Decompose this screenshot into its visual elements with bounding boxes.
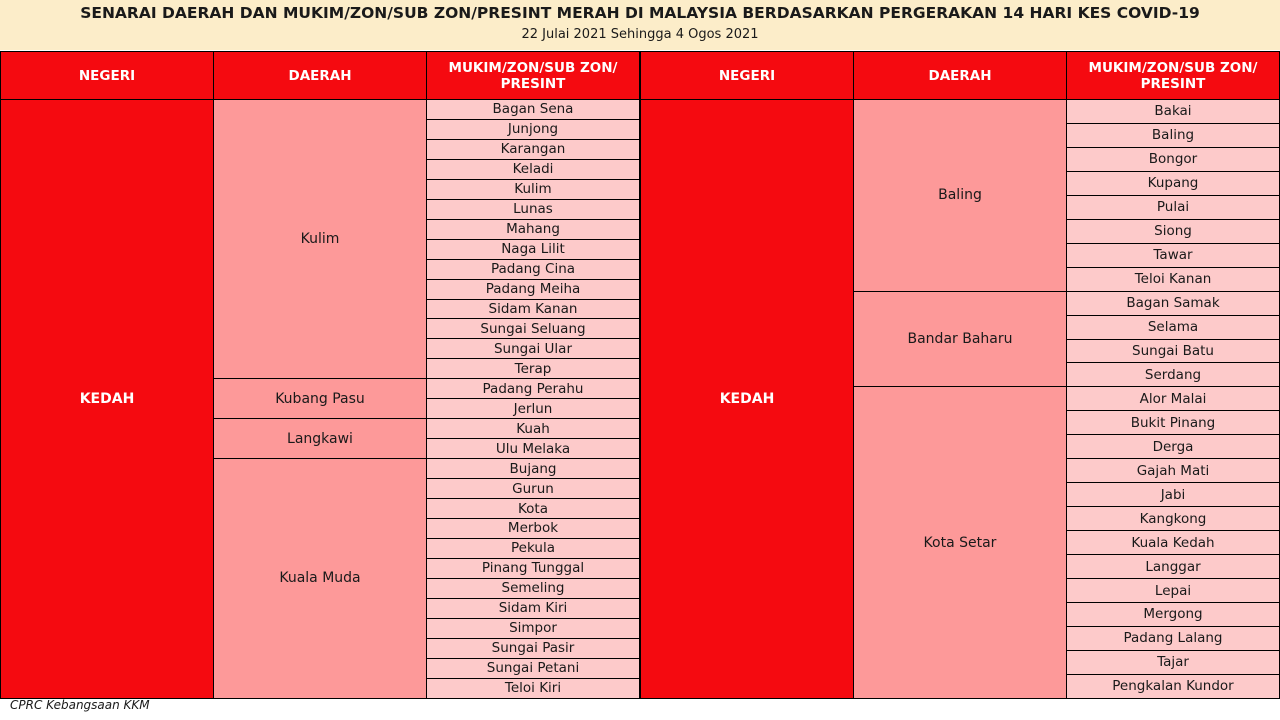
- mukim-cell: Merbok: [427, 519, 640, 539]
- mukim-cell: Semeling: [427, 578, 640, 598]
- red-zone-table-right: [640, 51, 1280, 699]
- mukim-cell: Kulim: [427, 179, 640, 199]
- table-body: [641, 100, 1280, 699]
- column-header-daerah: DAERAH: [214, 52, 427, 100]
- mukim-cell: Lepai: [1067, 579, 1280, 603]
- mukim-cell: Bongor: [1067, 147, 1280, 171]
- mukim-cell: Sungai Pasir: [427, 638, 640, 658]
- mukim-cell: Gajah Mati: [1067, 459, 1280, 483]
- mukim-cell: Tawar: [1067, 243, 1280, 267]
- mukim-cell: Sidam Kiri: [427, 598, 640, 618]
- column-header-mukim-line2: PRESINT: [1140, 75, 1206, 92]
- daerah-cell: Kuala Muda: [214, 459, 427, 698]
- mukim-cell: Kangkong: [1067, 507, 1280, 531]
- mukim-cell: Bakai: [1067, 100, 1280, 124]
- mukim-cell: Naga Lilit: [427, 239, 640, 259]
- mukim-cell: Sidam Kanan: [427, 299, 640, 319]
- mukim-cell: Mahang: [427, 219, 640, 239]
- mukim-cell: Sungai Batu: [1067, 339, 1280, 363]
- daerah-cell: Langkawi: [214, 419, 427, 459]
- mukim-cell: Pekula: [427, 538, 640, 558]
- mukim-cell: Gurun: [427, 479, 640, 499]
- mukim-cell: Sungai Seluang: [427, 319, 640, 339]
- column-header-mukim: [1067, 52, 1280, 100]
- mukim-cell: Keladi: [427, 159, 640, 179]
- mukim-cell: Serdang: [1067, 363, 1280, 387]
- column-header-mukim-line1: MUKIM/ZON/SUB ZON/: [1088, 59, 1258, 76]
- mukim-cell: Padang Lalang: [1067, 626, 1280, 650]
- mukim-cell: Alor Malai: [1067, 387, 1280, 411]
- mukim-cell: Kupang: [1067, 171, 1280, 195]
- mukim-cell: Pinang Tunggal: [427, 558, 640, 578]
- mukim-cell: Simpor: [427, 618, 640, 638]
- column-header-negeri: NEGERI: [1, 52, 214, 100]
- mukim-cell: Teloi Kiri: [427, 678, 640, 698]
- mukim-cell: Bagan Sena: [427, 100, 640, 120]
- mukim-cell: Jabi: [1067, 483, 1280, 507]
- mukim-cell: Baling: [1067, 123, 1280, 147]
- daerah-cell: Kulim: [214, 100, 427, 379]
- mukim-cell: Siong: [1067, 219, 1280, 243]
- mukim-cell: Jerlun: [427, 399, 640, 419]
- mukim-cell: Mergong: [1067, 603, 1280, 627]
- table-row: [641, 100, 1280, 124]
- mukim-cell: Karangan: [427, 139, 640, 159]
- mukim-cell: Terap: [427, 359, 640, 379]
- negeri-cell: KEDAH: [641, 100, 854, 699]
- mukim-cell: Bukit Pinang: [1067, 411, 1280, 435]
- mukim-cell: Sungai Ular: [427, 339, 640, 359]
- mukim-cell: Bagan Samak: [1067, 291, 1280, 315]
- column-header-mukim-line1: MUKIM/ZON/SUB ZON/: [448, 59, 618, 76]
- header-banner: [0, 0, 1280, 50]
- mukim-cell: Bujang: [427, 459, 640, 479]
- mukim-cell: Langgar: [1067, 555, 1280, 579]
- mukim-cell: Kota: [427, 499, 640, 519]
- mukim-cell: Teloi Kanan: [1067, 267, 1280, 291]
- page-title: SENARAI DAERAH DAN MUKIM/ZON/SUB ZON/PRESINT MERAH DI MALAYSIA BERDASARKAN PERGERAKAN 14 HARI KES COVID-19: [80, 4, 1200, 22]
- column-header-mukim: [427, 52, 640, 100]
- mukim-cell: Pulai: [1067, 195, 1280, 219]
- column-header-daerah: DAERAH: [854, 52, 1067, 100]
- mukim-cell: Selama: [1067, 315, 1280, 339]
- page-subtitle: 22 Julai 2021 Sehingga 4 Ogos 2021: [521, 27, 759, 42]
- mukim-cell: Padang Cina: [427, 259, 640, 279]
- mukim-cell: Sungai Petani: [427, 658, 640, 678]
- mukim-cell: Ulu Melaka: [427, 439, 640, 459]
- red-zone-table-left: [0, 51, 640, 699]
- mukim-cell: Junjong: [427, 119, 640, 139]
- daerah-cell: Kota Setar: [854, 387, 1067, 698]
- mukim-cell: Padang Meiha: [427, 279, 640, 299]
- daerah-cell: Bandar Baharu: [854, 291, 1067, 387]
- mukim-cell: Derga: [1067, 435, 1280, 459]
- daerah-cell: Baling: [854, 100, 1067, 292]
- daerah-cell: Kubang Pasu: [214, 379, 427, 419]
- column-header-mukim-line2: PRESINT: [500, 75, 566, 92]
- negeri-cell: KEDAH: [1, 100, 214, 699]
- mukim-cell: Padang Perahu: [427, 379, 640, 399]
- mukim-cell: Lunas: [427, 199, 640, 219]
- footer-credit: CPRC Kebangsaan KKM: [10, 698, 150, 712]
- column-header-negeri: NEGERI: [641, 52, 854, 100]
- mukim-cell: Kuah: [427, 419, 640, 439]
- mukim-cell: Tajar: [1067, 650, 1280, 674]
- mukim-cell: Kuala Kedah: [1067, 531, 1280, 555]
- table-row: [1, 100, 640, 120]
- table-body: [1, 100, 640, 699]
- mukim-cell: Pengkalan Kundor: [1067, 674, 1280, 698]
